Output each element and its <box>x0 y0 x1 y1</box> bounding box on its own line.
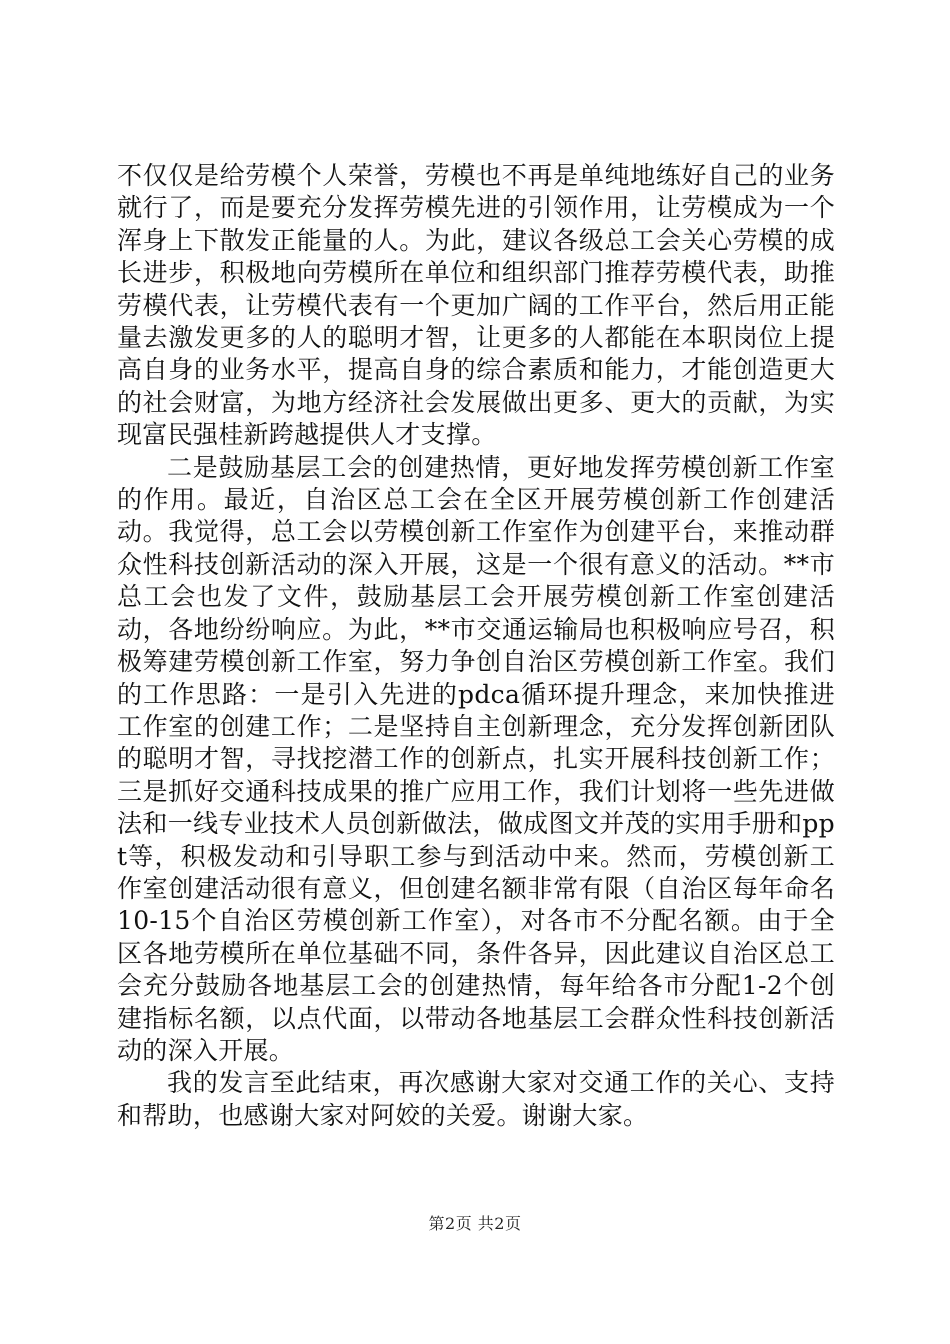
page-number-footer: 第2页 共2页 <box>428 1214 522 1233</box>
paragraph-3: 我的发言至此结束，再次感谢大家对交通工作的关心、支持和帮助，也感谢大家对阿姣的关爱。谢谢大家。 <box>117 1068 835 1130</box>
paragraph-1: 不仅仅是给劳模个人荣誉，劳模也不再是单纯地练好自己的业务就行了，而是要充分发挥劳模先进的引领作用，让劳模成为一个浑身上下散发正能量的人。为此，建议各级总工会关心劳模的成长进步，积极地向劳模所在单位和组织部门推荐劳模代表，助推劳模代表，让劳模代表有一个更加广阔的工作平台，然后用正能量去激发更多的人的聪明才智，让更多的人都能在本职岗位上提高自身的业务水平，提高自身的综合素质和能力，才能创造更大的社会财富，为地方经济社会发展做出更多、更大的贡献，为实现富民强桂新跨越提供人才支撑。 <box>117 161 835 450</box>
paragraph-2: 二是鼓励基层工会的创建热情，更好地发挥劳模创新工作室的作用。最近，自治区总工会在全区开展劳模创新工作创建活动。我觉得，总工会以劳模创新工作室作为创建平台，来推动群众性科技创新活动的深入开展，这是一个很有意义的活动。**市总工会也发了文件，鼓励基层工会开展劳模创新工作室创建活动，各地纷纷响应。为此，**市交通运输局也积极响应号召，积极筹建劳模创新工作室，努力争创自治区劳模创新工作室。我们的工作思路：一是引入先进的pdca循环提升理念，来加快推进工作室的创建工作；二是坚持自主创新理念，充分发挥创新团队的聪明才智，寻找挖潜工作的创新点，扎实开展科技创新工作；三是抓好交通科技成果的推广应用工作，我们计划将一些先进做法和一线专业技术人员创新做法，做成图文并茂的实用手册和ppt等，积极发动和引导职工参与到活动中来。然而，劳模创新工作室创建活动很有意义，但创建名额非常有限（自治区每年命名10-15个自治区劳模创新工作室），对各市不分配名额。由于全区各地劳模所在单位基础不同，条件各异，因此建议自治区总工会充分鼓励各地基层工会的创建热情，每年给各市分配1-2个创建指标名额，以点代面，以带动各地基层工会群众性科技创新活动的深入开展。 <box>117 452 835 1065</box>
document-body <box>117 160 835 1132</box>
